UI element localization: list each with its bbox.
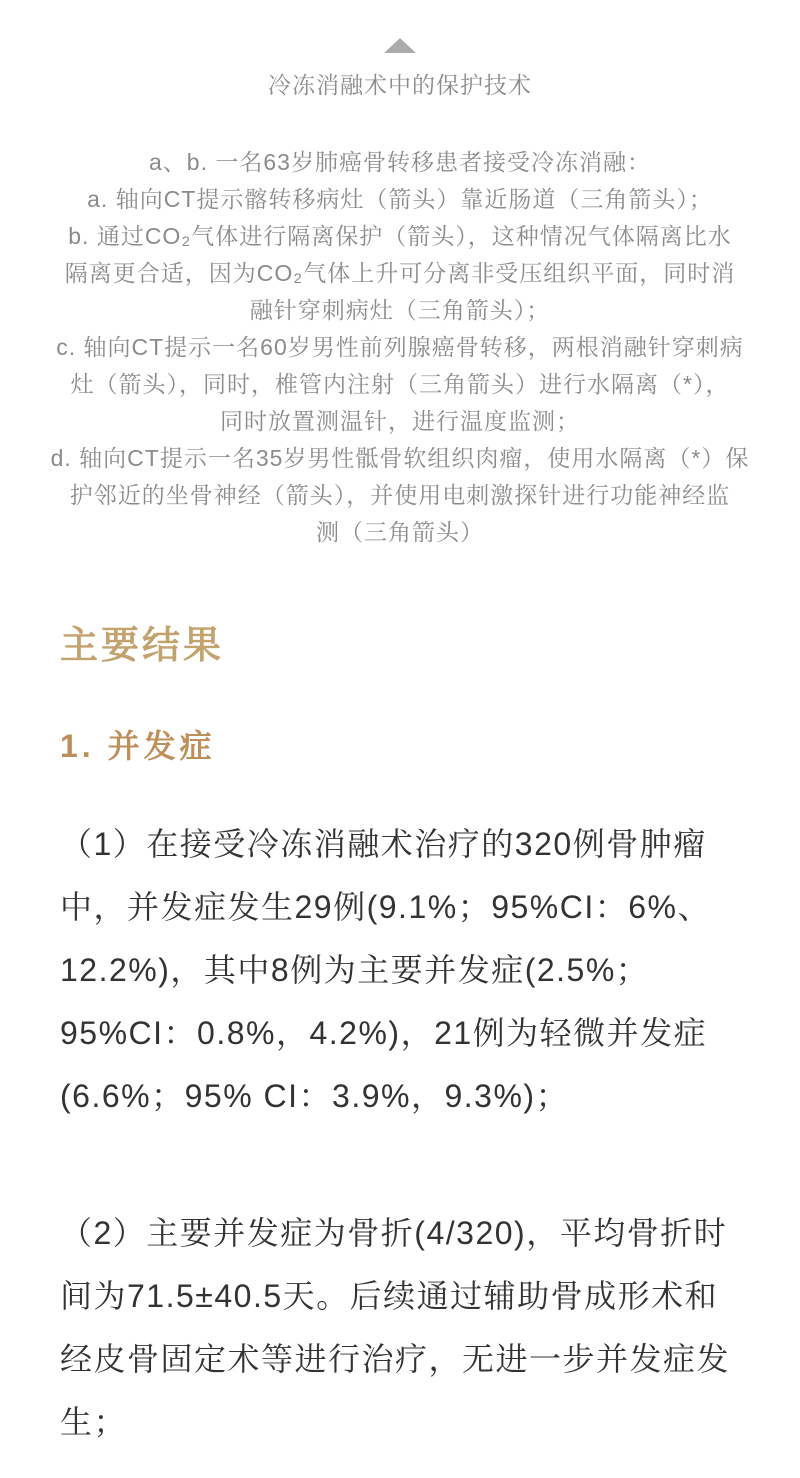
paragraph-line: 间为71.5±40.5天。后续通过辅助骨成形术和	[60, 1278, 719, 1314]
figure-caption-line: 测（三角箭头）	[316, 519, 484, 545]
subsection-heading: 1. 并发症	[60, 728, 216, 764]
figure-caption-line: b. 通过CO₂气体进行隔离保护（箭头），这种情况气体隔离比水	[68, 223, 732, 249]
figure-title: 冷冻消融术中的保护技术	[268, 72, 532, 98]
figure-caption-line: 融针穿刺病灶（三角箭头）；	[249, 297, 551, 323]
figure-caption-line: a、b. 一名63岁肺癌骨转移患者接受冷冻消融：	[149, 149, 651, 175]
figure-caption-line: 灶（箭头），同时，椎管内注射（三角箭头）进行水隔离（*），	[70, 371, 730, 397]
triangle-up-icon	[384, 38, 416, 53]
article-page	[0, 38, 800, 1478]
paragraph-line: 生；	[60, 1404, 128, 1440]
figure-caption-line: d. 轴向CT提示一名35岁男性骶骨软组织肉瘤，使用水隔离（*）保	[50, 445, 750, 471]
paragraph-line: （1）在接受冷冻消融术治疗的320例骨肿瘤	[60, 826, 707, 862]
figure-caption	[0, 144, 800, 551]
paragraph-line: (6.6%；95% CI：3.9%，9.3%)；	[60, 1078, 570, 1114]
paragraph-complications-stats	[60, 813, 780, 1128]
figure-caption-line: 同时放置测温针，进行温度监测；	[220, 408, 580, 434]
paragraph-line: 经皮骨固定术等进行治疗，无进一步并发症发	[60, 1341, 731, 1377]
paragraph-fracture-stats	[60, 1202, 780, 1454]
paragraph-line: 95%CI：0.8%，4.2%)，21例为轻微并发症	[60, 1015, 708, 1051]
section-heading: 主要结果	[60, 622, 225, 667]
figure-caption-line: 护邻近的坐骨神经（箭头），并使用电刺激探针进行功能神经监	[69, 482, 731, 508]
figure-caption-line: a. 轴向CT提示髂转移病灶（箭头）靠近肠道（三角箭头）；	[87, 186, 713, 212]
figure-caption-line: 隔离更合适，因为CO₂气体上升可分离非受压组织平面，同时消	[64, 260, 736, 286]
paragraph-line: 12.2%)，其中8例为主要并发症(2.5%；	[60, 952, 650, 988]
paragraph-line: 中，并发症发生29例(9.1%；95%CI：6%、	[60, 889, 711, 925]
paragraph-line: （2）主要并发症为骨折(4/320)，平均骨折时	[60, 1215, 728, 1251]
figure-caption-line: c. 轴向CT提示一名60岁男性前列腺癌骨转移，两根消融针穿刺病	[56, 334, 744, 360]
